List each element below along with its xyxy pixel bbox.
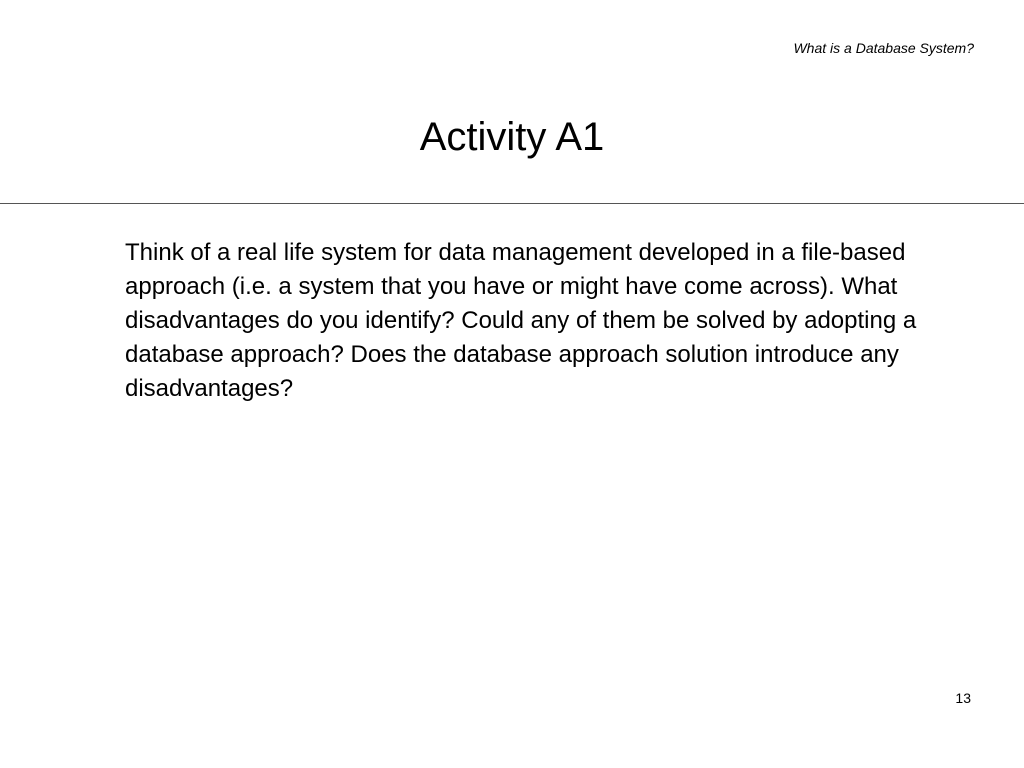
slide-header: What is a Database System? <box>793 40 974 56</box>
title-divider <box>0 203 1024 204</box>
slide-body-text: Think of a real life system for data management developed in a file-based approach (i.e. a system that you have or might have come across). What disadvantages do you identify? Could any of them be solved by adopting a database approach? Does the database approach solution introduce any disadvantages? <box>125 239 917 402</box>
page-number: 13 <box>955 690 971 706</box>
slide-title: Activity A1 <box>419 115 605 159</box>
